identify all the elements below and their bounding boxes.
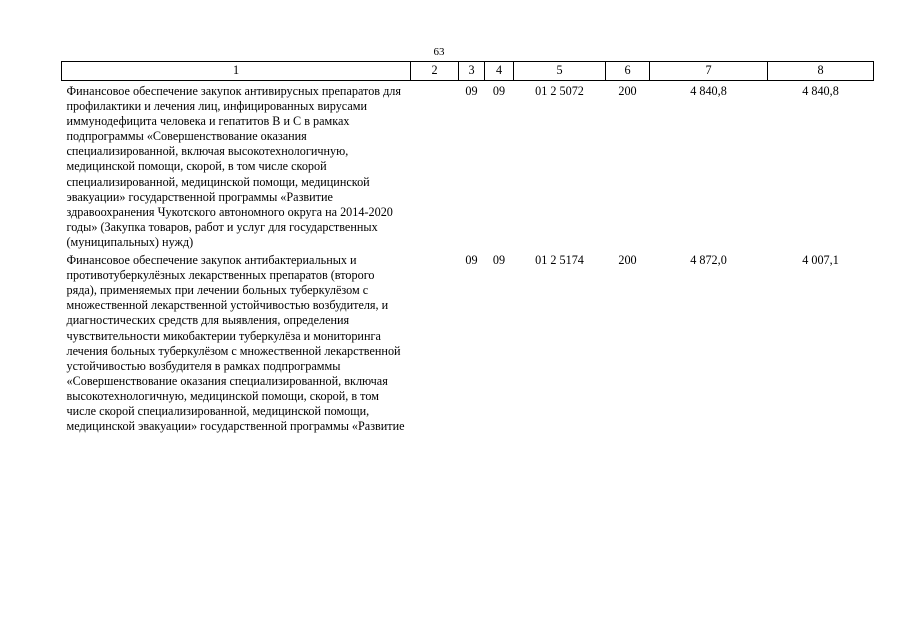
row-section: 09 — [465, 84, 478, 98]
column-header-4: 4 — [485, 62, 514, 81]
row-expense-type: 200 — [618, 253, 637, 268]
column-header-6: 6 — [606, 62, 650, 81]
row-section-code — [411, 81, 459, 251]
budget-table — [61, 61, 874, 434]
page-number: 63 — [433, 46, 445, 58]
row-section: 09 — [465, 253, 478, 268]
row-expense-type: 200 — [618, 84, 637, 98]
table-row — [62, 250, 874, 434]
row-amount-executed: 4 840,8 — [802, 84, 839, 98]
row-amount-planned: 4 872,0 — [690, 253, 727, 268]
row-section-code — [411, 250, 459, 434]
column-header-5: 5 — [514, 62, 606, 81]
row-description: Финансовое обеспечение закупок антибактериальных и противотуберкулёзных лекарственных препаратов (второго ряда), применяемых при лечении больных туберкулёзом с множественной лекарственной устойчивостью возбудителя, и диагностических средств для выявления, определения чувствительности микобактерии туберкулёза и мониторинга лечения больных туберкулёзом с множественной лекарственной устойчивостью возбудителя в рамках подпрограммы «Совершенствование оказания специализированной, включая высокотехнологичную, медицинской помощи, скорой, в том числе скорой специализированной, медицинской помощи, медицинской эвакуации» государственной программы «Развитие — [66, 253, 405, 434]
column-header-7: 7 — [650, 62, 768, 81]
row-subsection: 09 — [492, 253, 506, 268]
column-header-8: 8 — [768, 62, 874, 81]
row-subsection: 09 — [492, 84, 506, 98]
column-header-3: 3 — [459, 62, 485, 81]
column-header-1: 1 — [62, 62, 411, 81]
row-target-article: 01 2 5072 — [535, 84, 584, 98]
row-amount-planned: 4 840,8 — [690, 84, 727, 98]
table-row — [62, 81, 874, 251]
column-header-2: 2 — [411, 62, 459, 81]
header-row — [62, 62, 874, 81]
row-description: Финансовое обеспечение закупок антивирусных препаратов для профилактики и лечения лиц, инфицированных вирусами иммунодефицита человека и гепатитов В и С в рамках подпрограммы «Совершенствование оказания специализированной, включая высокотехнологичную, медицинской помощи, скорой, в том числе скорой специализированной, медицинской помощи, медицинской эвакуации» государственной программы «Развитие здравоохранения Чукотского автономного округа на 2014-2020 годы» (Закупка товаров, работ и услуг для государственных (муниципальных) нужд) — [66, 84, 401, 249]
row-amount-executed: 4 007,1 — [802, 253, 839, 268]
row-target-article: 01 2 5174 — [535, 253, 584, 268]
